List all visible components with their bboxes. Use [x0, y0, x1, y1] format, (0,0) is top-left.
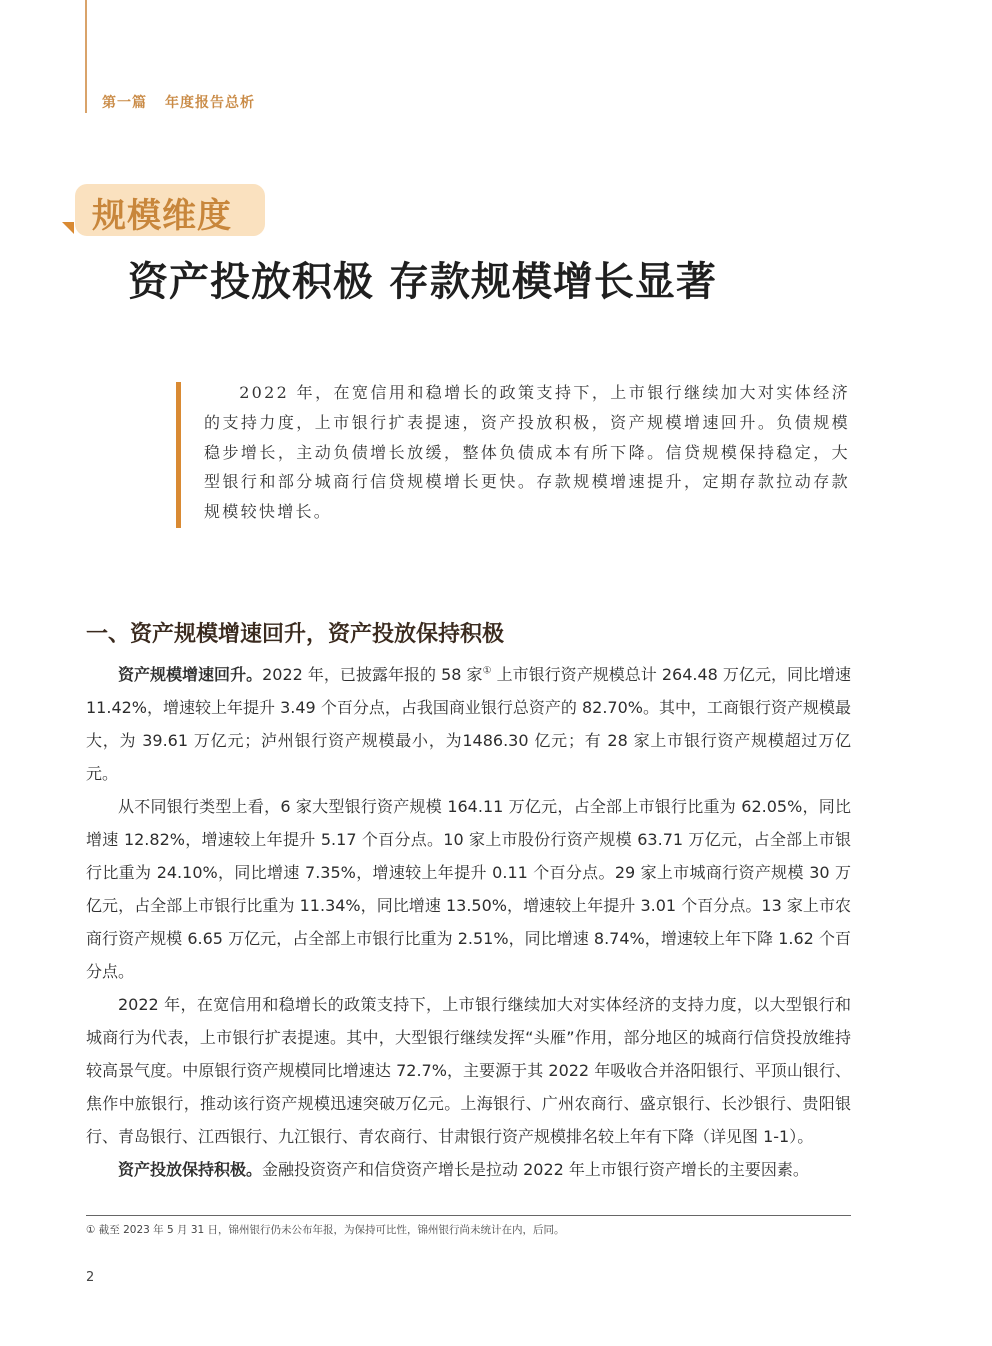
running-head-title: 年度报告总析	[165, 95, 255, 111]
abstract-text: 2022 年，在宽信用和稳增长的政策支持下，上市银行继续加大对实体经济的支持力度，上市银行扩表提速，资产投放积极，资产规模增速回升。负债规模稳步增长，主动负债增长放缓，整体负债成本有所下降。信贷规模保持稳定，大型银行和部分城商行信贷规模增长更快。存款规模增速提升，定期存款拉动存款规模较快增长。	[204, 383, 850, 522]
section-tag-corner	[62, 222, 74, 234]
paragraph-1-lead: 资产规模增速回升。	[118, 665, 263, 684]
body-text	[86, 658, 851, 1186]
paragraph-2: 从不同银行类型上看，6 家大型银行资产规模 164.11 万亿元，占全部上市银行比重为 62.05%，同比增速 12.82%，增速较上年提升 5.17 个百分点。10 家上市股份行资产规模 63.71 万亿元，占全部上市银行比重为 24.10%，同比增速 7.35%，增速较上年提升 0.11 个百分点。29 家上市城商行资产规模 30 万亿元，占全部上市银行比重为 11.34%，同比增速 13.50%，增速较上年提升 3.01 个百分点。13 家上市农商行资产规模 6.65 万亿元，占全部上市银行比重为 2.51%，同比增速 8.74%，增速较上年下降 1.62 个百分点。	[86, 797, 851, 981]
footnote-rule	[86, 1215, 851, 1216]
paragraph-3: 2022 年，在宽信用和稳增长的政策支持下，上市银行继续加大对实体经济的支持力度，以大型银行和城商行为代表，上市银行扩表提速。其中，大型银行继续发挥“头雁”作用，部分地区的城商行信贷投放维持较高景气度。中原银行资产规模同比增速达 72.7%，主要源于其 2022 年吸收合并洛阳银行、平顶山银行、焦作中旅银行，推动该行资产规模迅速突破万亿元。上海银行、广州农商行、盛京银行、长沙银行、贵阳银行、青岛银行、江西银行、九江银行、青农商行、甘肃银行资产规模排名较上年有下降（详见图 1-1）。	[86, 995, 851, 1146]
section-heading: 一、资产规模增速回升，资产投放保持积极	[86, 622, 505, 647]
paragraph-4-lead: 资产投放保持积极。	[118, 1160, 263, 1179]
paragraph-1-text-a: 2022 年，已披露年报的 58 家	[262, 665, 483, 684]
page-title: 资产投放积极 存款规模增长显著	[128, 259, 717, 305]
abstract	[204, 378, 850, 527]
footnote: ① 截至 2023 年 5 月 31 日，锦州银行仍未公布年报，为保持可比性，锦州银行尚未统计在内，后同。	[86, 1224, 565, 1236]
section-tag: 规模维度	[92, 196, 232, 236]
paragraph-1	[86, 658, 851, 790]
running-head	[102, 92, 255, 112]
abstract-bar	[176, 382, 181, 528]
paragraph-1-text-b: 上市银行资产规模总计 264.48 万亿元，同比增速 11.42%，增速较上年提升 3.49 个百分点，占我国商业银行总资产的 82.70%。其中，工商银行资产规模最大，为 39.61 万亿元；泸州银行资产规模最小，为1486.30 亿元；有 28 家上市银行资产规模超过万亿元。	[86, 665, 851, 783]
running-head-part: 第一篇	[102, 95, 147, 111]
footnote-marker[interactable]: ①	[482, 665, 492, 677]
page-number: 2	[86, 1270, 95, 1285]
paragraph-4	[86, 1153, 851, 1186]
header-rule	[85, 0, 87, 113]
paragraph-4-text: 金融投资资产和信贷资产增长是拉动 2022 年上市银行资产增长的主要因素。	[262, 1160, 809, 1179]
